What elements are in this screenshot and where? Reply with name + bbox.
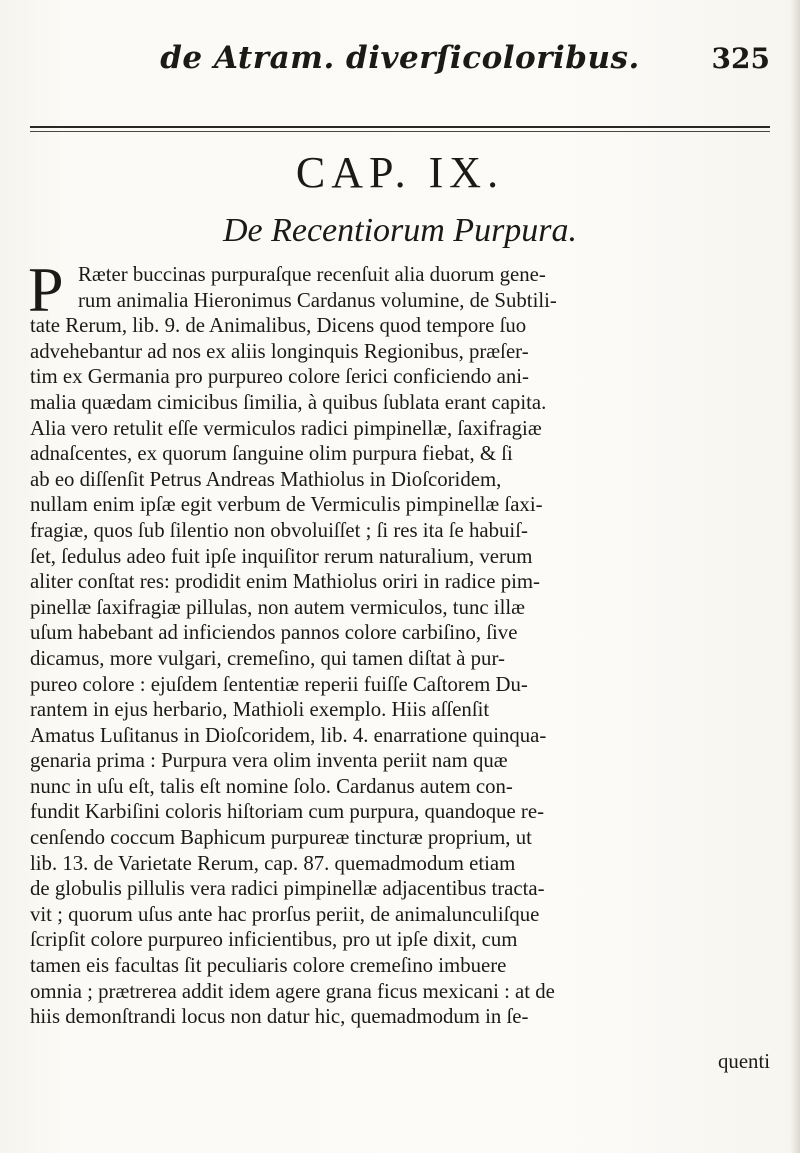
- text-line: malia quædam cimicibus ſimilia, à quibus ſublata erant capita.: [30, 390, 547, 414]
- drop-capital: P: [28, 254, 64, 325]
- text-line: pureo colore : ejuſdem ſententiæ reperii fuiſſe Caſtorem Du-: [30, 672, 528, 696]
- text-line: fragiæ, quos ſub ſilentio non obvoluiſſet ; ſi res ita ſe habuiſ-: [30, 518, 528, 542]
- text-line: tamen eis facultas ſit peculiaris colore cremeſino imbuere: [30, 954, 507, 978]
- text-line: pinellæ ſaxifragiæ pillulas, non autem vermiculos, tunc illæ: [30, 595, 526, 619]
- text-line: ſet, ſedulus adeo fuit ipſe inquiſitor rerum naturalium, verum: [30, 544, 533, 568]
- text-line: dicamus, more vulgari, cremeſino, qui tamen diſtat à pur-: [30, 646, 505, 670]
- text-line: fundit Karbiſini coloris hiſtoriam cum purpura, quandoque re-: [30, 800, 545, 824]
- body-text: [28, 254, 780, 1030]
- text-line: advehebantur ad nos ex aliis longinquis Regionibus, præſer-: [30, 339, 529, 363]
- text-line: vit ; quorum uſus ante hac prorſus periit, de animalunculiſque: [30, 902, 540, 926]
- running-head: [0, 40, 800, 84]
- text-line: ab eo diſſenſit Petrus Andreas Mathiolus in Dioſcoridem,: [30, 467, 502, 491]
- text-line: nunc in uſu eſt, talis eſt nomine ſolo. Cardanus autem con-: [30, 774, 513, 798]
- text-line: uſum habebant ad inficiendos pannos colore carbiſino, ſive: [30, 621, 518, 645]
- text-line: adnaſcentes, ex quorum ſanguine olim purpura fiebat, & ſi: [30, 442, 513, 466]
- text-line: rantem in ejus herbario, Mathioli exemplo. Hiis aſſenſit: [30, 698, 490, 722]
- text-line: Alia vero retulit eſſe vermiculos radici pimpinellæ, ſaxifragiæ: [30, 416, 542, 440]
- text-line: de globulis pillulis vera radici pimpinellæ adjacentibus tracta-: [30, 877, 545, 901]
- header-rule-thin: [30, 131, 770, 132]
- running-title: de Atram. diverſicoloribus.: [160, 40, 640, 76]
- text-line: genaria prima : Purpura vera olim inventa periit nam quæ: [30, 749, 508, 773]
- text-line: Ræter buccinas purpuraſque recenſuit alia duorum gene-: [78, 263, 546, 286]
- text-line: ſcripſit colore purpureo inficientibus, pro ut ipſe dixit, cum: [30, 928, 518, 952]
- text-line: tim ex Germania pro purpureo colore ſerici conficiendo ani-: [30, 365, 529, 389]
- text-line: aliter conſtat res: prodidit enim Mathiolus oriri in radice pim-: [30, 570, 540, 594]
- text-line: lib. 13. de Varietate Rerum, cap. 87. quemadmodum etiam: [30, 851, 516, 875]
- text-line: omnia ; prætrerea addit idem agere grana ficus mexicani : at de: [30, 979, 555, 1003]
- text-line: tate Rerum, lib. 9. de Animalibus, Dicens quod tempore ſuo: [30, 314, 527, 338]
- header-rule: [30, 126, 770, 128]
- text-line: cenſendo coccum Baphicum purpureæ tincturæ proprium, ut: [30, 826, 532, 850]
- text-line: nullam enim ipſæ egit verbum de Vermiculis pimpinellæ ſaxi-: [30, 493, 543, 517]
- page-number: 325: [711, 42, 770, 75]
- text-line: hiis demonſtrandi locus non datur hic, quemadmodum in ſe-: [30, 1005, 529, 1029]
- text-line: Amatus Luſitanus in Dioſcoridem, lib. 4. enarratione quinqua-: [30, 723, 547, 747]
- chapter-number: CAP. IX.: [295, 148, 505, 197]
- text-line: rum animalia Hieronimus Cardanus volumine, de Subtili-: [78, 288, 557, 312]
- catchword: quenti: [718, 1050, 770, 1073]
- chapter-title: De Recentiorum Purpura.: [222, 212, 578, 249]
